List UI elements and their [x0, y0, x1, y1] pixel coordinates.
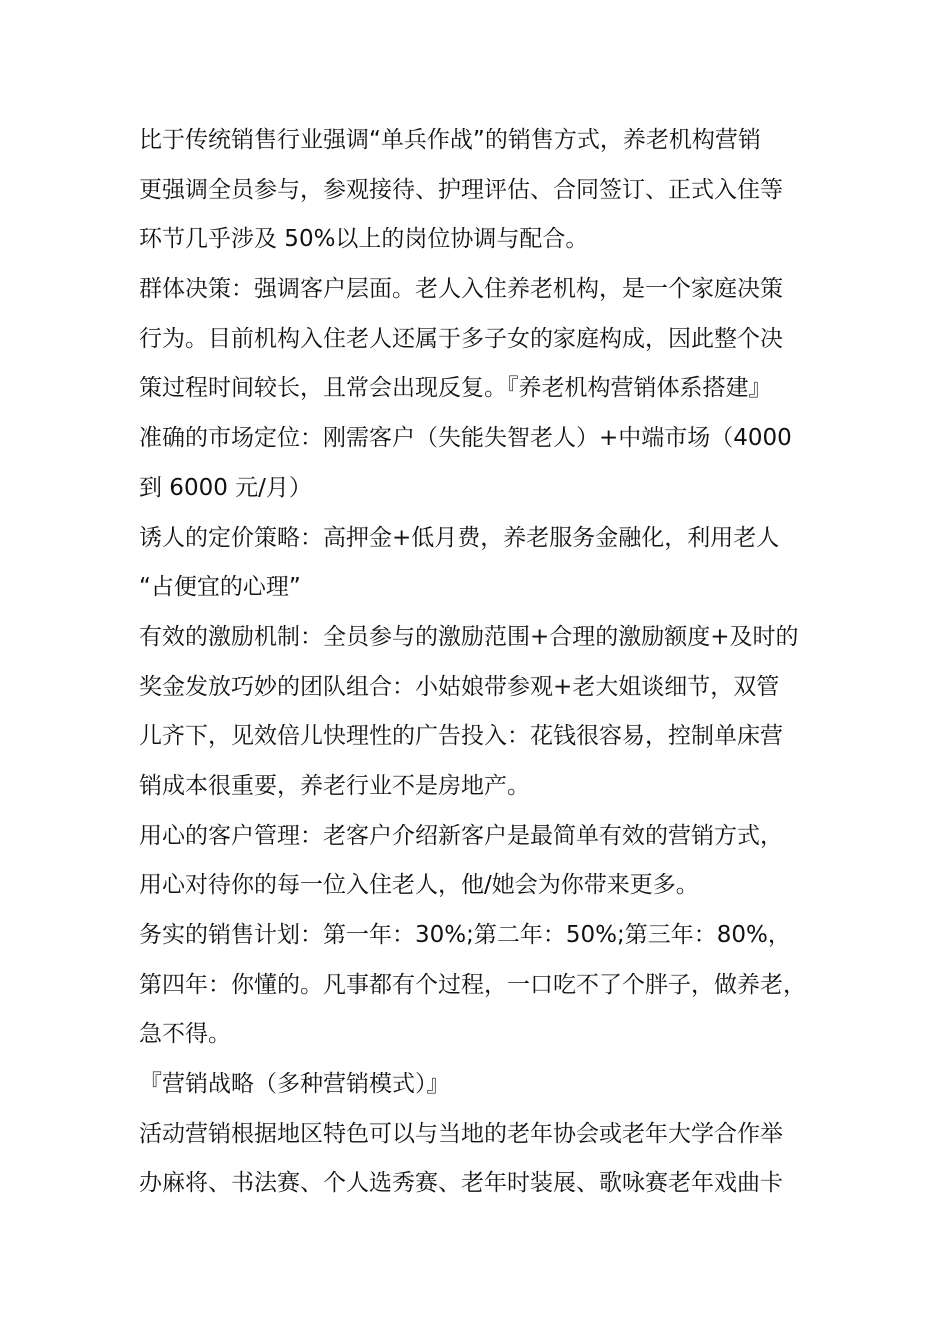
text-line: 第四年：你懂的。凡事都有个过程，一口吃不了个胖子，做养老， [139, 971, 806, 998]
text-line: 用心对待你的每一位入住老人，他/她会为你带来更多。 [139, 872, 699, 899]
section-heading: 『营销战略（多种营销模式）』 [139, 1071, 450, 1098]
document-body [139, 116, 819, 1209]
text-line: 比于传统销售行业强调“单兵作战”的销售方式，养老机构营销 [139, 127, 761, 153]
text-line: 儿齐下，见效倍儿快理性的广告投入：花钱很容易，控制单床营 [139, 723, 783, 750]
text-line: 有效的激励机制：全员参与的激励范围+合理的激励额度+及时的 [139, 623, 799, 650]
text-line: 群体决策：强调客户层面。老人入住养老机构，是一个家庭决策 [139, 276, 783, 303]
text-line: 奖金发放巧妙的团队组合：小姑娘带参观+老大姐谈细节，双管 [139, 673, 780, 700]
text-line: 到 6000 元/月） [139, 474, 312, 501]
text-line: 行为。目前机构入住老人还属于多子女的家庭构成，因此整个决 [139, 325, 783, 352]
text-line: 办麻将、书法赛、个人选秀赛、老年时装展、歌咏赛老年戏曲卡 [139, 1170, 783, 1197]
text-line: “占便宜的心理” [139, 574, 301, 601]
text-line: 务实的销售计划：第一年：30%;第二年：50%;第三年：80%， [139, 922, 791, 948]
text-line: 准确的市场定位：刚需客户（失能失智老人）+中端市场（4000 [139, 425, 792, 452]
text-line: 急不得。 [139, 1021, 231, 1048]
text-line: 策过程时间较长，且常会出现反复。『养老机构营销体系搭建』 [139, 375, 772, 402]
text-line: 活动营销根据地区特色可以与当地的老年协会或老年大学合作举 [139, 1120, 783, 1147]
text-line: 诱人的定价策略：高押金+低月费，养老服务金融化，利用老人 [139, 524, 780, 551]
text-line: 用心的客户管理：老客户介绍新客户是最简单有效的营销方式， [139, 822, 783, 849]
text-line: 更强调全员参与，参观接待、护理评估、合同签订、正式入住等 [139, 176, 783, 203]
text-line: 销成本很重要，养老行业不是房地产。 [139, 772, 530, 799]
text-line: 环节几乎涉及 50%以上的岗位协调与配合。 [139, 226, 589, 253]
